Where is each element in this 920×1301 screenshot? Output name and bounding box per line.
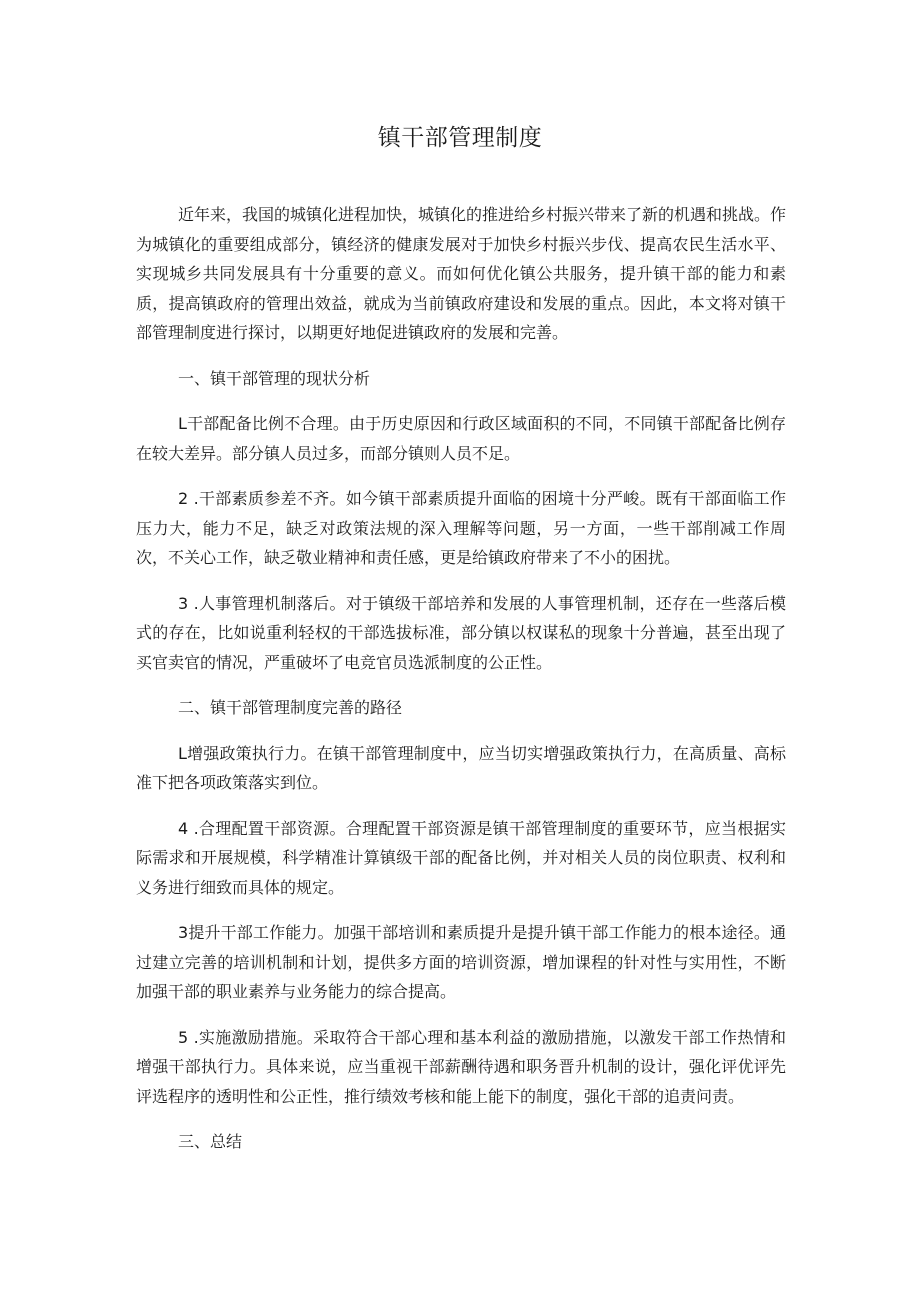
section-2-item-1: L增强政策执行力。在镇干部管理制度中，应当切实增强政策执行力，在高质量、高标准下把各项政策落实到位。 (136, 743, 786, 792)
section-1-item-2: 2 .干部素质参差不齐。如今镇干部素质提升面临的困境十分严峻。既有干部面临工作压力大，能力不足，缺乏对政策法规的深入理解等问题，另一方面，一些干部削减工作周次，不关心工作，缺乏敬业精神和责任感，更是给镇政府带来了不小的困扰。 (136, 489, 786, 567)
intro-paragraph: 近年来，我国的城镇化进程加快，城镇化的推进给乡村振兴带来了新的机遇和挑战。作为城镇化的重要组成部分，镇经济的健康发展对于加快乡村振兴步伐、提高农民生活水平、实现城乡共同发展具有十分重要的意义。而如何优化镇公共服务，提升镇干部的能力和素质，提高镇政府的管理出效益，就成为当前镇政府建设和发展的重点。因此，本文将对镇干部管理制度进行探讨，以期更好地促进镇政府的发展和完善。 (136, 205, 787, 342)
document-title: 镇干部管理制度 (377, 125, 543, 151)
section-1-item-3: 3 .人事管理机制落后。对于镇级干部培养和发展的人事管理机制，还存在一些落后模式的存在，比如说重利轻权的干部选拔标准，部分镇以权谋私的现象十分普遍，甚至出现了买官卖官的情况，严重破坏了电竞官员选派制度的公正性。 (136, 593, 786, 672)
section-2-item-4: 5 .实施激励措施。采取符合干部心理和基本利益的激励措施，以激发干部工作热情和增强干部执行力。具体来说，应当重视干部薪酬待遇和职务晋升机制的设计，强化评优评先评选程序的透明性和公正性，推行绩效考核和能上能下的制度，强化干部的追责问责。 (136, 1027, 786, 1106)
section-heading-3: 三、总结 (178, 1132, 243, 1151)
section-2-item-2: 4 .合理配置干部资源。合理配置干部资源是镇干部管理制度的重要环节，应当根据实际需求和开展规模，科学精准计算镇级干部的配备比例，并对相关人员的岗位职责、权利和义务进行细致而具体的规定。 (136, 818, 786, 897)
section-2-item-3: 3提升干部工作能力。加强干部培训和素质提升是提升镇干部工作能力的根本途径。通过建立完善的培训机制和计划，提供多方面的培训资源，增加课程的针对性与实用性，不断加强干部的职业素养与业务能力的综合提高。 (136, 923, 786, 1001)
document-body (136, 200, 786, 1173)
section-heading-1: 一、镇干部管理的现状分析 (178, 368, 371, 388)
section-1-item-1: L干部配备比例不合理。由于历史原因和行政区域面积的不同，不同镇干部配备比例存在较大差异。部分镇人员过多，而部分镇则人员不足。 (136, 414, 786, 463)
section-heading-2: 二、镇干部管理制度完善的路径 (178, 698, 403, 717)
